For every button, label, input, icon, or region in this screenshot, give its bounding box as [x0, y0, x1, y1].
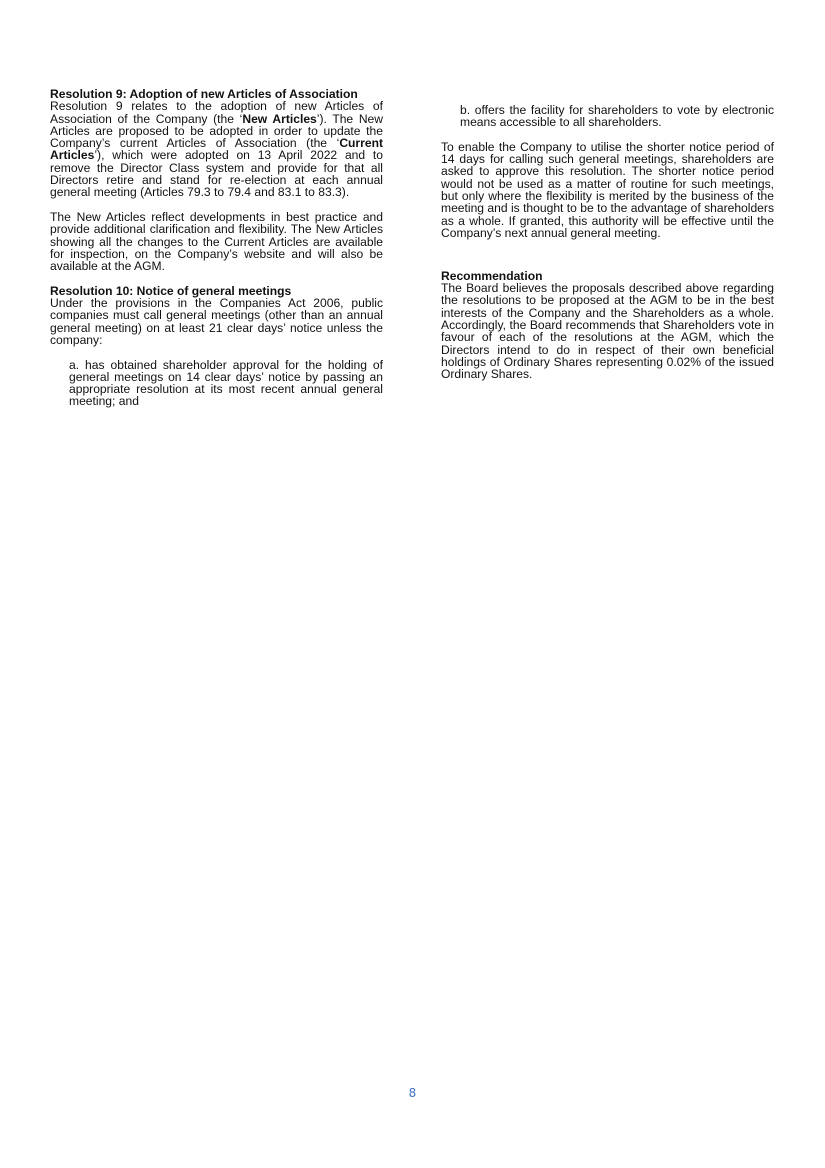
text-run: Resolution 9 relates to the adoption of new Articles of Association of the Company (the ‘	[50, 99, 383, 126]
list-item-a: a. has obtained shareholder approval for the holding of general meetings on 14 clear days’ notice by passing an appropriate resolution at its most recent annual general meeting; and	[69, 357, 383, 409]
resolution-10-paragraph: Under the provisions in the Companies Act 2006, public companies must call general meetings (other than an annual general meeting) on at least 21 clear days’ notice unless the company:	[50, 296, 383, 347]
resolution-9-heading: Resolution 9: Adoption of new Articles of Association	[50, 87, 358, 101]
list-item-b: b. offers the facility for shareholders to vote by electronic means accessible to all shareholders.	[460, 103, 774, 130]
text-run: ’), which were adopted on 13 April 2022 and to remove the Director Class system and provide for that all Directors retire and stand for re-election at each annual general meeting (Articles 79.3 to 79.4 and 83.1 to 83.3).	[50, 148, 383, 200]
left-column	[50, 88, 383, 408]
new-articles-term: New Articles	[242, 111, 317, 126]
resolution-9-paragraph-2: The New Articles reflect developments in best practice and provide additional clarification and flexibility. The New Articles showing all the changes to the Current Articles are available for inspection, on the Company’s website and will also be available at the AGM.	[50, 209, 383, 274]
resolution-9-paragraph	[50, 100, 383, 198]
resolution-10-heading: Resolution 10: Notice of general meetings	[50, 283, 292, 298]
page-number: 8	[408, 1086, 417, 1100]
recommendation-paragraph: The Board believes the proposals described above regarding the resolutions to be proposed at the AGM to be in the best interests of the Company and the Shareholders as a whole. Accordingly, the Board recommends that Shareholders vote in favour of each of the resolutions at the AGM, which the Directors intend to do in respect of their own beneficial holdings of Ordinary Shares representing 0.02% of the issued Ordinary Shares.	[441, 281, 774, 382]
right-column	[441, 104, 774, 381]
notice-period-paragraph: To enable the Company to utilise the shorter notice period of 14 days for calling such general meetings, shareholders are asked to approve this resolution. The shorter notice period would not be used as a matter of routine for such meetings, but only where the flexibility is merited by the business of the meeting and is thought to be to the advantage of shareholders as a whole. If granted, this authority will be effective until the Company’s next annual general meeting.	[441, 139, 774, 240]
recommendation-heading: Recommendation	[441, 268, 543, 283]
current-articles-term: Current Articles	[50, 136, 383, 163]
text-run: ’). The New Articles are proposed to be adopted in order to update the Company’s current Articles of Association (the ‘	[50, 111, 384, 151]
